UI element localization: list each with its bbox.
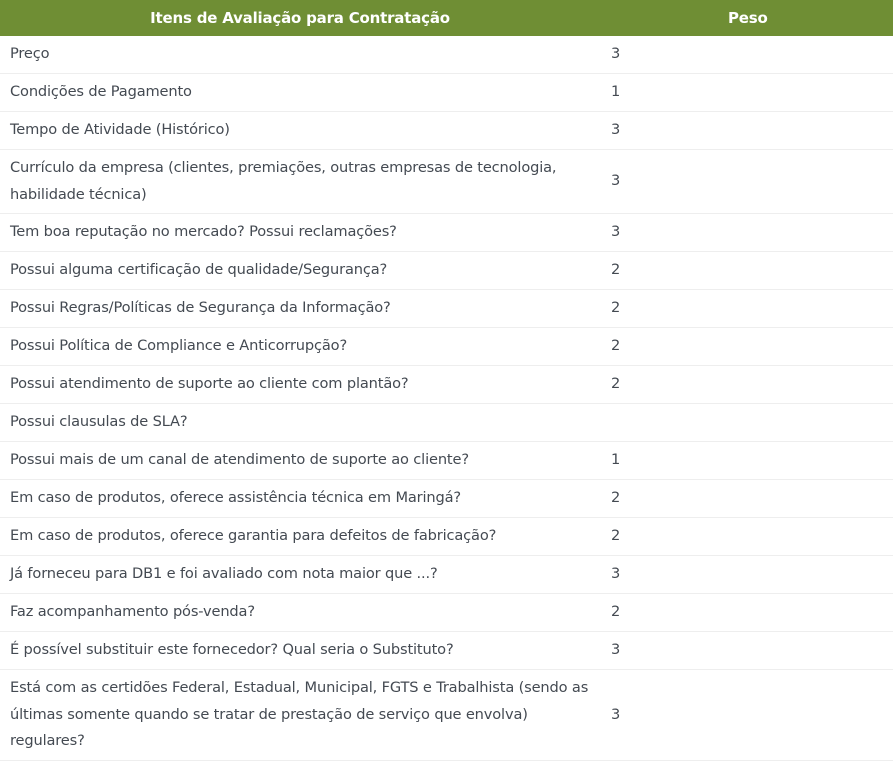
item-cell: Possui mais de um canal de atendimento de suporte ao cliente? <box>0 442 600 480</box>
item-cell: Em caso de produtos, oferece garantia para defeitos de fabricação? <box>0 518 600 556</box>
item-cell: É possível substituir este fornecedor? Qual seria o Substituto? <box>0 632 600 670</box>
item-cell: Possui alguma certificação de qualidade/Segurança? <box>0 252 600 290</box>
weight-cell: 3 <box>600 214 893 252</box>
weight-cell: 3 <box>600 150 893 214</box>
table-row <box>0 74 893 112</box>
table-row <box>0 150 893 214</box>
weight-cell: 2 <box>600 480 893 518</box>
weight-cell: 2 <box>600 366 893 404</box>
table-row <box>0 112 893 150</box>
weight-cell: 2 <box>600 290 893 328</box>
table-row <box>0 480 893 518</box>
item-cell: Preço <box>0 36 600 74</box>
weight-cell: 3 <box>600 36 893 74</box>
weight-cell: 3 <box>600 670 893 761</box>
item-cell: Está com as certidões Federal, Estadual, Municipal, FGTS e Trabalhista (sendo as últimas somente quando se tratar de prestação de serviço que envolva) regulares? <box>0 670 600 761</box>
table-row <box>0 670 893 761</box>
table-row <box>0 366 893 404</box>
table-row <box>0 252 893 290</box>
item-cell: Tempo de Atividade (Histórico) <box>0 112 600 150</box>
table-row <box>0 442 893 480</box>
weight-cell: 3 <box>600 112 893 150</box>
table-row <box>0 518 893 556</box>
item-cell: Possui clausulas de SLA? <box>0 404 600 442</box>
item-cell: Condições de Pagamento <box>0 74 600 112</box>
weight-cell <box>600 404 893 442</box>
table-row <box>0 404 893 442</box>
item-cell: Currículo da empresa (clientes, premiações, outras empresas de tecnologia, habilidade técnica) <box>0 150 600 214</box>
weight-cell: 2 <box>600 252 893 290</box>
table-row <box>0 328 893 366</box>
table-row <box>0 290 893 328</box>
weight-cell: 2 <box>600 594 893 632</box>
item-cell: Tem boa reputação no mercado? Possui reclamações? <box>0 214 600 252</box>
item-cell: Em caso de produtos, oferece assistência técnica em Maringá? <box>0 480 600 518</box>
header-row <box>0 0 893 36</box>
weight-cell: 3 <box>600 632 893 670</box>
weight-cell: 1 <box>600 74 893 112</box>
item-cell: Possui Regras/Políticas de Segurança da Informação? <box>0 290 600 328</box>
weight-cell: 1 <box>600 442 893 480</box>
header-weight: Peso <box>600 0 893 36</box>
item-cell: Possui Política de Compliance e Anticorrupção? <box>0 328 600 366</box>
header-item: Itens de Avaliação para Contratação <box>0 0 600 36</box>
weight-cell: 3 <box>600 556 893 594</box>
weight-cell: 2 <box>600 328 893 366</box>
table-body <box>0 36 893 760</box>
table-row <box>0 556 893 594</box>
item-cell: Faz acompanhamento pós-venda? <box>0 594 600 632</box>
table-row <box>0 36 893 74</box>
item-cell: Já forneceu para DB1 e foi avaliado com nota maior que ...? <box>0 556 600 594</box>
table-row <box>0 632 893 670</box>
item-cell: Possui atendimento de suporte ao cliente com plantão? <box>0 366 600 404</box>
table-header <box>0 0 893 36</box>
table-row <box>0 594 893 632</box>
table-row <box>0 214 893 252</box>
weight-cell: 2 <box>600 518 893 556</box>
